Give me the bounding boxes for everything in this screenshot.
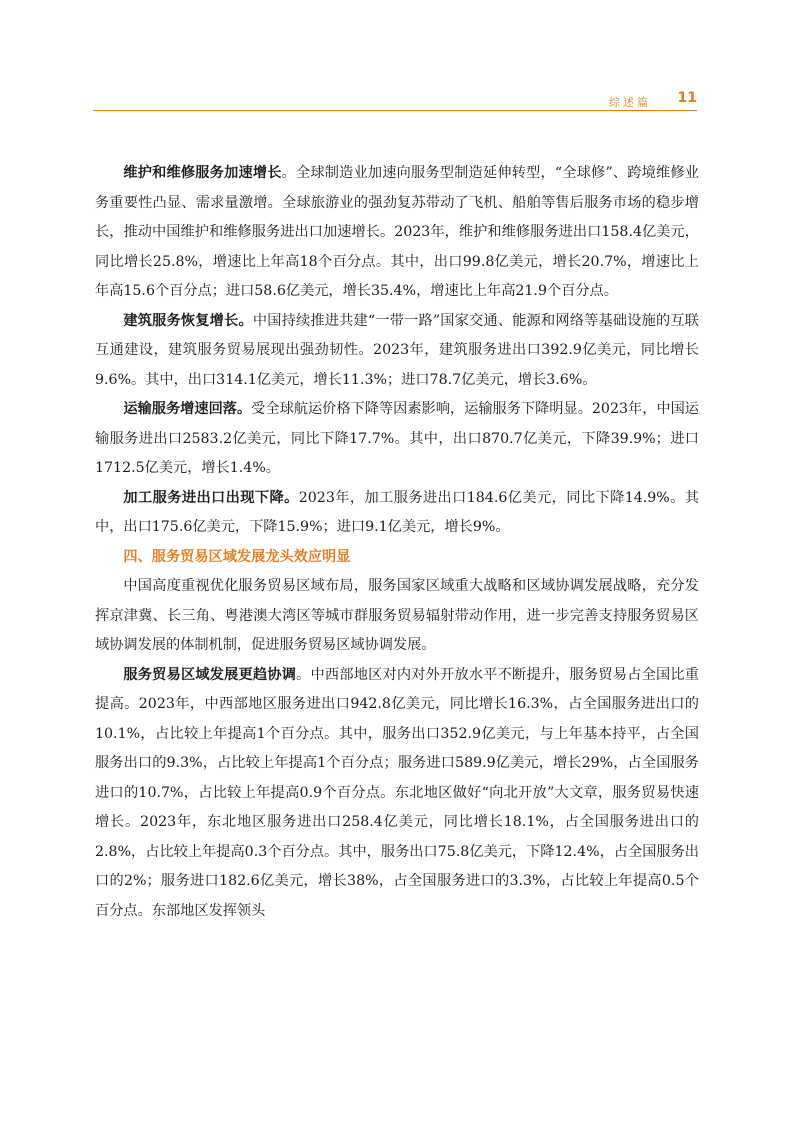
paragraph-maintenance [95,159,699,307]
paragraph-processing [95,484,699,543]
paragraph-lead: 服务贸易区域发展更趋协调 [123,666,297,683]
paragraph-text: 受全球航运价格下降等因素影响，运输服务下降明显。2023年，中国运输服务进出口2583.2亿美元，同比下降17.7%。其中，出口870.7亿美元，下降39.9%；进口1712.5亿美元，增长1.4%。 [95,401,699,476]
body-text [95,159,699,926]
paragraph-intro: 中国高度重视优化服务贸易区域布局，服务国家区域重大战略和区域协调发展战略，充分发挥京津冀、长三角、粤港澳大湾区等城市群服务贸易辐射带动作用，进一步完善支持服务贸易区域协调发展的体制机制，促进服务贸易区域协调发展。 [95,578,699,653]
paragraph-lead: 加工服务进出口出现下降。 [123,489,299,506]
paragraph-lead: 维护和维修服务加速增长 [123,165,282,181]
paragraph-construction [95,307,699,396]
header-section-title: 综述篇 [609,96,651,109]
paragraph-regional [95,661,699,927]
paragraph-lead: 建筑服务恢复增长。 [123,312,253,329]
paragraph-transport [95,395,699,484]
section-heading: 四、服务贸易区域发展龙头效应明显 [123,548,351,565]
paragraph-text: 2023年，加工服务进出口184.6亿美元，同比下降14.9%。其中，出口175.6亿美元，下降15.9%；进口9.1亿美元，增长9%。 [95,489,699,535]
page-header [93,88,697,111]
page-number: 11 [677,90,697,106]
paragraph-text: 。中西部地区对内对外开放水平不断提升，服务贸易占全国比重提高。2023年，中西部地区服务进出口942.8亿美元，同比增长16.3%，占全国服务进出口的10.1%，占比较上年提高1个百分点。其中，服务出口352.9亿美元，与上年基本持平，占全国服务出口的9.3%，占比较上年提高1个百分点；服务进口589.9亿美元，增长29%，占全国服务进口的10.7%，占比较上年提高0.9个百分点。东北地区做好“向北开放”大文章，服务贸易快速增长。2023年，东北地区服务进出口258.4亿美元，同比增长18.1%，占全国服务进出口的2.8%，占比较上年提高0.3个百分点。其中，服务出口75.8亿美元，下降12.4%，占全国服务出口的2%；服务进口182.6亿美元，增长38%，占全国服务进口的3.3%，占比较上年提高0.5个百分点。东部地区发挥领头 [95,666,699,919]
paragraph-text: 中国持续推进共建“一带一路”国家交通、能源和网络等基础设施的互联互通建设，建筑服务贸易展现出强劲韧性。2023年，建筑服务进出口392.9亿美元，同比增长9.6%。其中，出口314.1亿美元，增长11.3%；进口78.7亿美元，增长3.6%。 [95,312,699,388]
paragraph-lead: 运输服务增速回落。 [123,401,252,417]
paragraph-text: 。全球制造业加速向服务型制造延伸转型，“全球修”、跨境维修业务重要性凸显、需求量激增。全球旅游业的强劲复苏带动了飞机、船舶等售后服务市场的稳步增长，推动中国维护和维修服务进出口加速增长。2023年，维护和维修服务进出口158.4亿美元，同比增长25.8%，增速比上年高18个百分点。其中，出口99.8亿美元，增长20.7%，增速比上年高15.6个百分点；进口58.6亿美元，增长35.4%，增速比上年高21.9个百分点。 [95,165,699,299]
